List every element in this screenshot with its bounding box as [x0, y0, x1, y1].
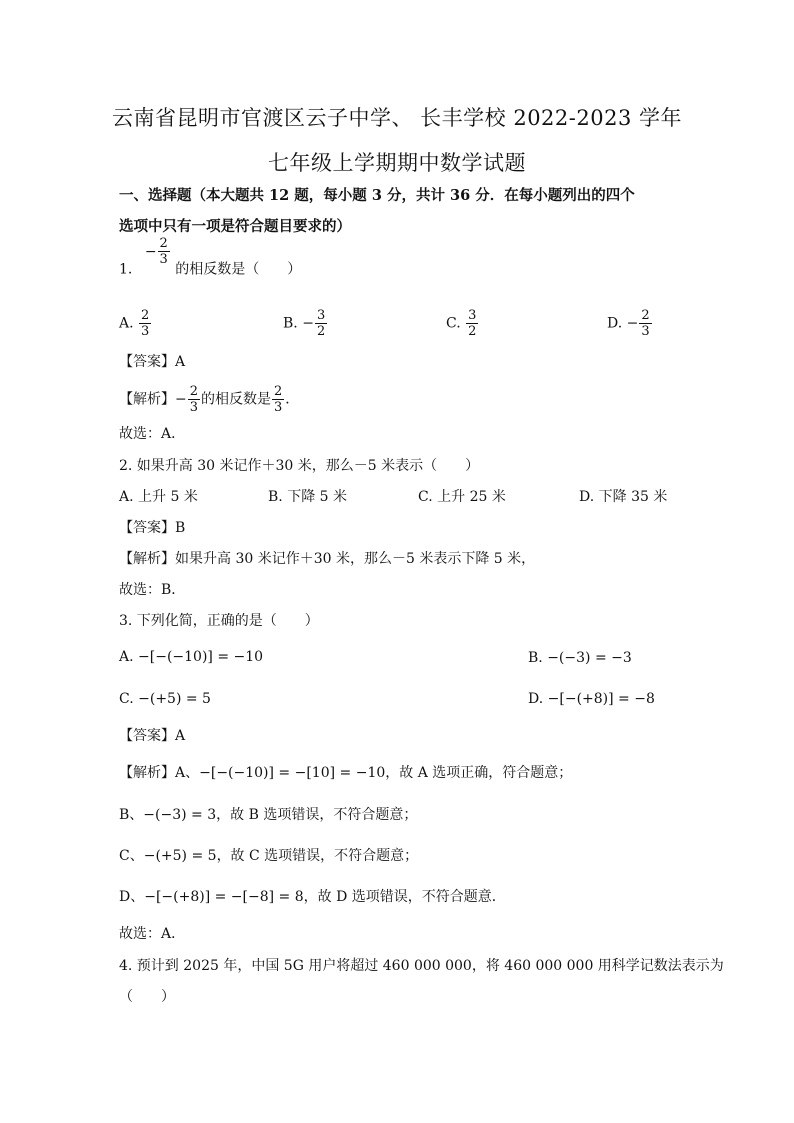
q3-analysis-a: 【解析】A、−[−(−10)] = −[10] = −10，故 A 选项正确，符合题意；: [119, 765, 573, 781]
q3-conclusion: 故选：A．: [119, 926, 186, 942]
q3-option-d-expr: −[−(+8)] = −8: [547, 691, 655, 707]
q1-option-b: B. − $\frac{3}{2}$: [283, 308, 326, 339]
section-heading-line-2: 选项中只有一项是符合题目要求的）: [119, 218, 351, 235]
q3-analysis-d: D、−[−(+8)] = −[−8] = 8，故 D 选项错误，不符合题意．: [119, 889, 506, 905]
q3-option-a-expr: −[−(−10)] = −10: [138, 649, 264, 665]
q1-option-c: C. $\frac{3}{2}$: [446, 308, 477, 339]
q2-option-a: A. 上升 5 米: [119, 489, 198, 505]
q1-analysis: 【解析】− $\frac{2}{3}$ 的相反数是 $\frac{2}{3}$ ．: [119, 384, 300, 415]
q3-stem: 3. 下列化简，正确的是（ ）: [119, 613, 319, 629]
q2-stem: 2. 如果升高 30 米记作＋30 米，那么－5 米表示（ ）: [119, 458, 480, 474]
q2-analysis: 【解析】如果升高 30 米记作＋30 米，那么－5 米表示下降 5 米，: [119, 551, 536, 567]
q3-analysis-b: B、−(−3) = 3，故 B 选项错误，不符合题意；: [119, 807, 418, 823]
q1-option-a: A. $\frac{2}{3}$: [119, 308, 150, 339]
q2-option-c: C. 上升 25 米: [418, 489, 506, 505]
q2-option-b: B. 下降 5 米: [268, 489, 347, 505]
q2-option-d: D. 下降 35 米: [579, 489, 668, 505]
q1-option-d: D. − $\frac{2}{3}$: [607, 308, 650, 339]
q3-option-b-expr: −(−3) = −3: [547, 650, 632, 666]
q3-answer: 【答案】A: [119, 728, 186, 744]
q3-option-c: C. −(+5) = 5: [119, 691, 211, 707]
section-heading-line-1: 一、选择题（本大题共 12 题，每小题 3 分，共计 36 分．在每小题列出的四个: [119, 187, 635, 204]
q1-stem: [119, 236, 302, 285]
q3-analysis-c: C、−(+5) = 5，故 C 选项错误，不符合题意；: [119, 848, 419, 864]
q3-option-c-expr: −(+5) = 5: [138, 691, 211, 707]
q1-number: 1.: [119, 261, 133, 278]
q1-answer: 【答案】A: [119, 354, 186, 370]
q4-stem-line-1: 4. 预计到 2025 年，中国 5G 用户将超过 460 000 000，将 460 000 000 用科学记数法表示为: [119, 958, 724, 974]
q2-answer: 【答案】B: [119, 520, 186, 536]
q1-stem-tail: 的相反数是（ ）: [175, 261, 302, 278]
document-title-line-1: 云南省昆明市官渡区云子中学、 长丰学校 2022-2023 学年: [111, 106, 682, 130]
q4-stem-line-2: （ ）: [119, 989, 175, 1005]
q3-option-d: D. −[−(+8)] = −8: [528, 691, 655, 707]
q1-fraction: $\frac{2}{3}$: [159, 236, 168, 267]
q1-sign: −: [144, 243, 157, 260]
document-title-line-2: 七年级上学期期中数学试题: [268, 151, 526, 175]
q3-option-b: B. −(−3) = −3: [528, 650, 632, 666]
q2-conclusion: 故选：B．: [119, 582, 186, 598]
q1-conclusion: 故选：A．: [119, 426, 186, 442]
q3-option-a: A. −[−(−10)] = −10: [119, 649, 264, 665]
